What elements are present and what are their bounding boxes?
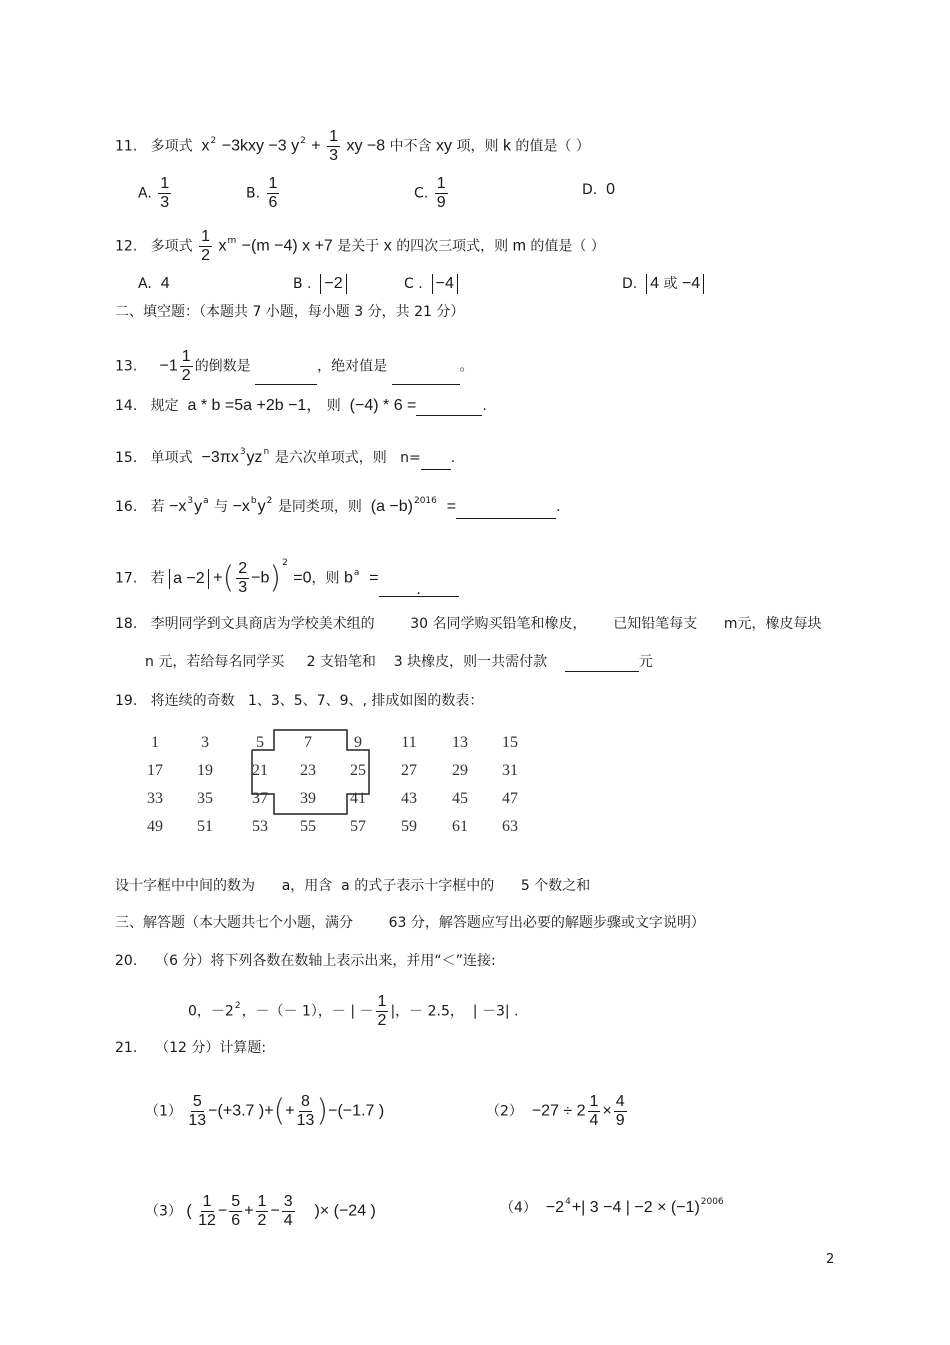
q17-lead: 若	[150, 570, 165, 587]
q17-minus-b: −b	[251, 569, 270, 587]
q17-square: 2	[282, 557, 288, 568]
table-cell: 35	[197, 790, 213, 807]
p2-times: ×	[602, 1102, 612, 1120]
q16-term-a2: y	[194, 498, 203, 515]
table-cell: 23	[300, 762, 316, 779]
q15-line	[115, 448, 455, 470]
table-cell: 51	[197, 818, 213, 835]
q15-expr2: yz	[246, 449, 263, 466]
option-value: 4 或 −4	[646, 274, 704, 294]
option-value: −2	[320, 274, 346, 294]
q11-fraction: $\frac{1}{3}$	[329, 128, 338, 164]
q12-line	[115, 228, 605, 265]
table-cell: 17	[147, 762, 163, 779]
q11-option-b	[246, 175, 281, 212]
q14-line	[115, 396, 487, 416]
part-label: （2）	[486, 1103, 523, 1120]
q17-abs: a −2	[169, 569, 209, 589]
q16-exp-b2: 2	[266, 496, 273, 506]
q15-end: .	[450, 450, 456, 466]
q12-option-a	[138, 274, 170, 294]
q18-text2: n 元，若给每名同学买 2 支铅笔和 3 块橡皮，则一共需付款	[145, 654, 548, 670]
q16-term-a1: −x	[169, 498, 187, 515]
q16-eq: =	[446, 498, 457, 515]
section-2-heading: 二、填空题：（本题共 7 小题，每小题 3 分，共 21 分）	[115, 304, 465, 320]
part-label: （3）	[145, 1203, 182, 1220]
section-3-heading: 三、解答题（本大题共七个小题，满分 63 分，解答题应写出必要的解题步骤或文字说明）	[115, 915, 705, 931]
q11-line	[115, 128, 590, 165]
q15-exp1: 3	[239, 447, 246, 457]
table-cell: 13	[452, 734, 468, 751]
table-cell: 61	[452, 818, 468, 835]
q15-n: n=	[400, 450, 421, 466]
q16-term-b2: y	[257, 498, 266, 515]
q17-line	[115, 557, 459, 598]
q13-text3: 。	[459, 358, 474, 375]
q18-line2	[145, 652, 653, 672]
q11-exp2: 2	[300, 135, 306, 146]
q15-number: 15.	[115, 450, 138, 466]
q17-fraction: $\frac{2}{3}$	[238, 560, 248, 596]
p2-a: −27 ÷ 2	[531, 1102, 586, 1120]
q12-tail2: 的四次三项式，则	[396, 238, 509, 255]
p1-open-paren: (	[273, 1093, 286, 1129]
q13-blank1[interactable]	[255, 368, 317, 385]
table-cell: 3	[201, 734, 209, 751]
p1-c: +	[264, 1102, 274, 1120]
q15-expr: −3πx	[201, 449, 239, 466]
q20-text: （6 分）将下列各数在数轴上表示出来，并用“＜”连接:	[155, 953, 496, 969]
table-cell: 63	[502, 818, 518, 835]
table-cell: 15	[502, 734, 518, 751]
q13-pre: −1	[159, 357, 178, 375]
table-cell: 5	[256, 734, 264, 751]
q20-fraction: $\frac{1}{2}$	[377, 993, 387, 1029]
q18-number: 18.	[115, 616, 138, 632]
q14-blank[interactable]	[416, 399, 482, 416]
p4-a-exp: 4	[565, 1197, 571, 1207]
q15-exp2: n	[263, 447, 270, 457]
q20-items-a-exp: 2	[234, 1000, 241, 1011]
q16-number: 16.	[115, 499, 138, 515]
table-cell: 39	[300, 790, 316, 807]
q11-number: 11.	[115, 138, 138, 155]
option-label: A.	[138, 276, 152, 292]
q19-after: 设十字框中中间的数为 a，用含 a 的式子表示十字框中的 5 个数之和	[115, 878, 591, 894]
option-fraction: $\frac{1}{6}$	[268, 175, 278, 211]
part-label: （4）	[500, 1200, 537, 1216]
q17-open-paren: (	[222, 560, 235, 596]
table-cell: 41	[350, 790, 366, 807]
table-cell: 55	[300, 818, 316, 835]
table-cell: 25	[350, 762, 366, 779]
p1-e: −(−1.7 )	[328, 1102, 385, 1120]
table-cell: 21	[252, 762, 268, 779]
p2-fraction2: $\frac{4}{9}$	[615, 1093, 625, 1129]
p1-fraction1: $\frac{5}{13}$	[188, 1093, 207, 1129]
q16-line	[115, 497, 561, 519]
q11-tail1: 中不含	[389, 138, 432, 155]
q11-tail3: 的值是（ ）	[515, 138, 590, 155]
q17-number: 17.	[115, 570, 138, 587]
p4-b: +| 3 −4 | −2 × (−1)	[571, 1199, 700, 1216]
q15-text1: 是六次单项式，则	[274, 450, 387, 466]
q20-line	[115, 951, 496, 971]
q12-lead: 多项式	[150, 238, 193, 255]
q13-line	[115, 348, 474, 385]
q21-line	[115, 1038, 266, 1058]
q15-blank[interactable]	[421, 453, 451, 470]
q16-mid: 与	[214, 499, 229, 515]
q11-lead: 多项式	[150, 138, 193, 155]
option-value: 4	[160, 275, 170, 292]
q13-blank2[interactable]	[392, 368, 460, 385]
q11-option-d	[582, 180, 615, 200]
table-cell: 29	[452, 762, 468, 779]
p3-fraction1: $\frac{1}{12}$	[198, 1193, 216, 1229]
q12-exp1: m	[227, 235, 237, 246]
q17-b-exp: a	[353, 567, 360, 578]
option-label: B.	[246, 185, 261, 202]
table-cell: 31	[502, 762, 518, 779]
q20-items-a: 0，－2	[188, 1003, 234, 1020]
q16-exp: 2016	[413, 496, 437, 506]
table-cell: 43	[401, 790, 417, 807]
q18-line1	[115, 614, 822, 634]
q21-part2	[486, 1093, 629, 1130]
q14-lead: 规定	[150, 398, 179, 414]
q11-tail2: 项，则	[456, 138, 499, 155]
q16-exp-a2: a	[203, 496, 209, 506]
option-value: −4	[432, 274, 458, 294]
q19-number: 19.	[115, 693, 138, 709]
option-label: A.	[138, 185, 152, 202]
q13-text2: ，绝对值是	[317, 358, 388, 375]
option-fraction: $\frac{1}{9}$	[436, 175, 446, 211]
q16-exp-a1: 3	[187, 496, 194, 506]
q12-m: m	[512, 237, 526, 255]
p1-close-paren: )	[316, 1093, 329, 1129]
q17-plus: +	[213, 569, 223, 587]
p4-b-exp: 2006	[700, 1197, 724, 1207]
q21-part1	[145, 1093, 384, 1130]
p3-fraction3: $\frac{1}{2}$	[257, 1193, 267, 1229]
p3-tail: × (−24 )	[319, 1202, 376, 1220]
table-cell: 9	[354, 734, 362, 751]
q11-term2: −3kxy −3 y	[221, 137, 300, 155]
page-number: 2	[826, 1252, 835, 1267]
q11-k: k	[502, 137, 511, 155]
table-cell: 45	[452, 790, 468, 807]
q17-eq0: =0	[293, 569, 312, 587]
q14-number: 14.	[115, 398, 138, 414]
q21-text: （12 分）计算题:	[155, 1040, 267, 1056]
p1-a: −(	[208, 1102, 223, 1120]
q16-expr: (a −b)	[370, 498, 413, 515]
table-cell: 1	[151, 734, 159, 751]
p3-op3: −	[270, 1202, 280, 1220]
q21-part3	[145, 1193, 376, 1230]
p3-open: (	[186, 1202, 192, 1220]
q12-x: x	[383, 237, 392, 255]
q11-term1: x	[201, 137, 210, 155]
p3-op1: −	[217, 1202, 228, 1220]
q11-exp1: 2	[210, 135, 217, 146]
q17-eq: =	[369, 569, 379, 587]
q17-blank[interactable]: .	[379, 580, 459, 597]
option-label: C.	[414, 185, 429, 202]
table-cell: 27	[401, 762, 417, 779]
odd-number-table	[140, 728, 540, 858]
option-label: D.	[582, 182, 598, 198]
q20-items	[188, 993, 518, 1030]
q12-option-c	[404, 274, 458, 294]
table-cell: 11	[401, 734, 417, 751]
table-cell: 59	[401, 818, 417, 835]
q11-plus: +	[311, 137, 321, 155]
table-cell: 7	[304, 734, 312, 751]
q20-items-b: ，－（－ 1），－ | －	[241, 1003, 374, 1020]
q16-exp-b1: b	[250, 496, 257, 506]
table-cell: 37	[252, 790, 268, 807]
table-cell: 49	[147, 818, 163, 835]
q17-text1: ，则	[311, 570, 340, 587]
q11-xy: xy	[436, 137, 453, 155]
q21-part4	[500, 1198, 725, 1220]
q18-unit: 元	[638, 654, 653, 670]
q18-text1: 李明同学到文具商店为学校美术组的 30 名同学购买铅笔和橡皮， 已知铅笔每支 m元，橡皮每块	[150, 616, 822, 632]
q14-end: .	[482, 398, 487, 414]
p2-fraction1: $\frac{1}{4}$	[589, 1093, 599, 1129]
q12-fraction: $\frac{1}{2}$	[201, 228, 210, 264]
q12-term1: x	[218, 237, 227, 255]
q13-text1: 的倒数是	[194, 358, 251, 375]
q20-items-c: |，－ 2.5， | －3| .	[390, 1003, 519, 1020]
q20-number: 20.	[115, 953, 138, 969]
option-fraction: $\frac{1}{3}$	[160, 175, 170, 211]
q12-number: 12.	[115, 238, 138, 255]
part-label: （1）	[145, 1103, 182, 1120]
p3-fraction4: $\frac{3}{4}$	[283, 1193, 293, 1229]
q13-fraction: $\frac{1}{2}$	[181, 348, 191, 384]
q12-option-b	[293, 274, 347, 294]
p3-op2: +	[244, 1202, 254, 1220]
q14-then: 则	[326, 398, 341, 414]
p1-d: +	[285, 1102, 295, 1120]
p4-a: −2	[545, 1199, 565, 1216]
option-value: 0	[606, 181, 616, 198]
p1-b: +3.7 )	[222, 1102, 265, 1120]
option-label: C .	[404, 276, 423, 292]
q11-term4: xy −8	[346, 137, 386, 155]
table-cell: 57	[350, 818, 366, 835]
q12-option-d	[622, 274, 704, 294]
q16-end: .	[556, 499, 561, 515]
q12-tail1: 是关于	[337, 238, 380, 255]
q19-line	[115, 691, 483, 711]
q12-term2: −(m −4) x +7	[241, 237, 333, 255]
q15-lead: 单项式	[150, 450, 193, 466]
table-cell: 33	[147, 790, 163, 807]
q16-blank[interactable]	[456, 502, 556, 519]
option-label: D.	[622, 276, 638, 292]
q16-text1: 是同类项，则	[277, 499, 362, 515]
q17-b: b	[343, 569, 353, 587]
q21-number: 21.	[115, 1040, 138, 1056]
q14-expr: a * b =5a +2b −1，	[187, 397, 323, 414]
table-cell: 19	[197, 762, 213, 779]
q18-blank[interactable]	[565, 655, 639, 672]
q16-term-b1: −x	[232, 498, 250, 515]
q17-close-paren: )	[269, 560, 282, 596]
table-cell: 47	[502, 790, 518, 807]
p1-fraction2: $\frac{8}{13}$	[296, 1093, 315, 1129]
q11-option-c	[414, 175, 450, 212]
q12-tail3: 的值是（ ）	[530, 238, 605, 255]
q19-text: 将连续的奇数 1、3、5、7、9、, 排成如图的数表：	[150, 693, 484, 709]
p3-fraction2: $\frac{5}{6}$	[231, 1193, 241, 1229]
q13-number: 13.	[115, 358, 138, 375]
q11-option-a	[138, 175, 173, 212]
q16-lead: 若	[150, 499, 165, 515]
p3-close: )	[314, 1202, 320, 1220]
table-cell: 53	[252, 818, 268, 835]
q14-expr2: (−4) * 6 =	[349, 397, 417, 414]
option-label: B .	[293, 276, 312, 292]
